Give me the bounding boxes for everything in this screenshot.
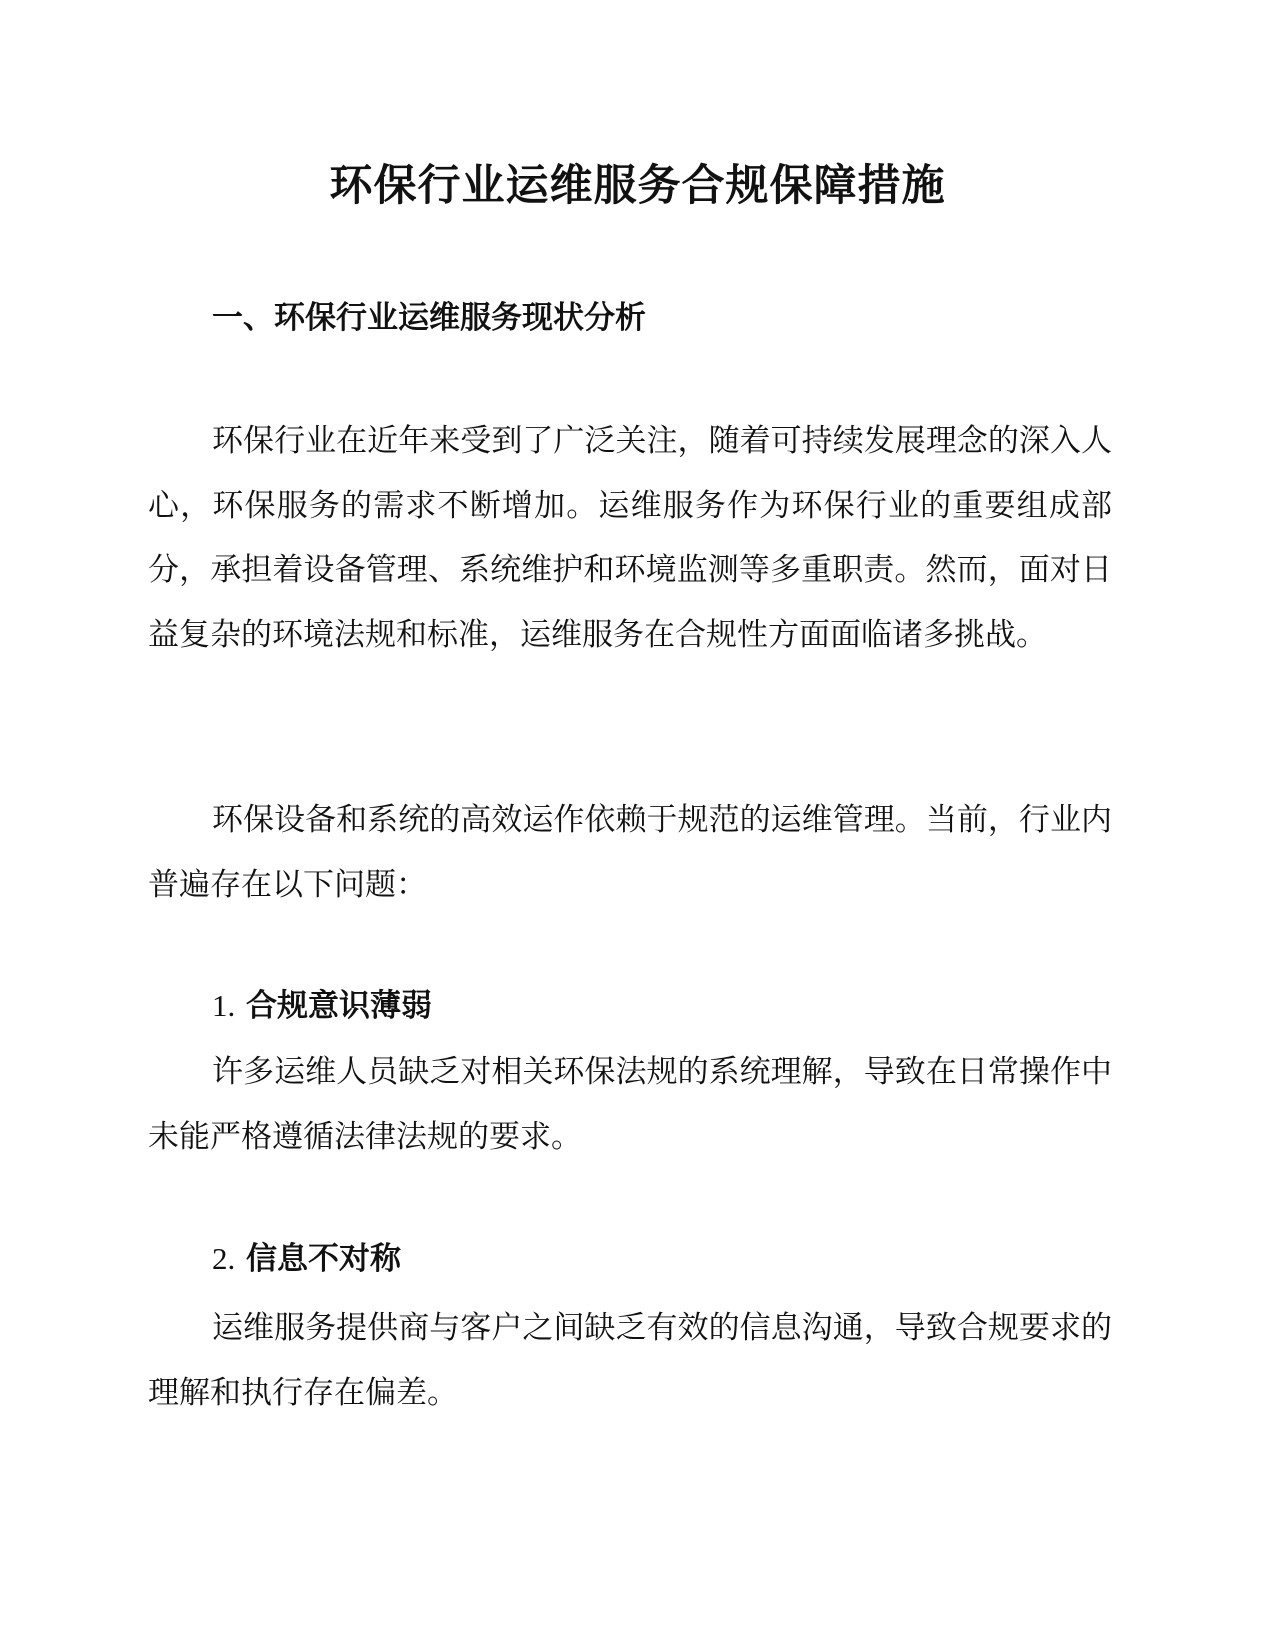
paragraph: 许多运维人员缺乏对相关环保法规的系统理解，导致在日常操作中未能严格遵循法律法规的要求。	[148, 1054, 1112, 1155]
subsection-heading	[212, 986, 432, 1026]
subsection-title: 信息不对称	[246, 1241, 402, 1277]
section-heading: 一、环保行业运维服务现状分析	[212, 300, 646, 336]
subsection-title: 合规意识薄弱	[246, 988, 433, 1024]
paragraph: 运维服务提供商与客户之间缺乏有效的信息沟通，导致合规要求的理解和执行存在偏差。	[148, 1310, 1112, 1411]
paragraph: 环保行业在近年来受到了广泛关注，随着可持续发展理念的深入人心，环保服务的需求不断增加。运维服务作为环保行业的重要组成部分，承担着设备管理、系统维护和环境监测等多重职责。然而，面对日益复杂的环境法规和标准，运维服务在合规性方面面临诸多挑战。	[148, 423, 1112, 653]
paragraph: 环保设备和系统的高效运作依赖于规范的运维管理。当前，行业内普遍存在以下问题：	[148, 802, 1112, 903]
subsection-number: 1.	[212, 988, 236, 1023]
subsection-heading	[212, 1239, 401, 1279]
subsection-number: 2.	[212, 1241, 236, 1276]
document-title: 环保行业运维服务合规保障措施	[329, 161, 946, 211]
